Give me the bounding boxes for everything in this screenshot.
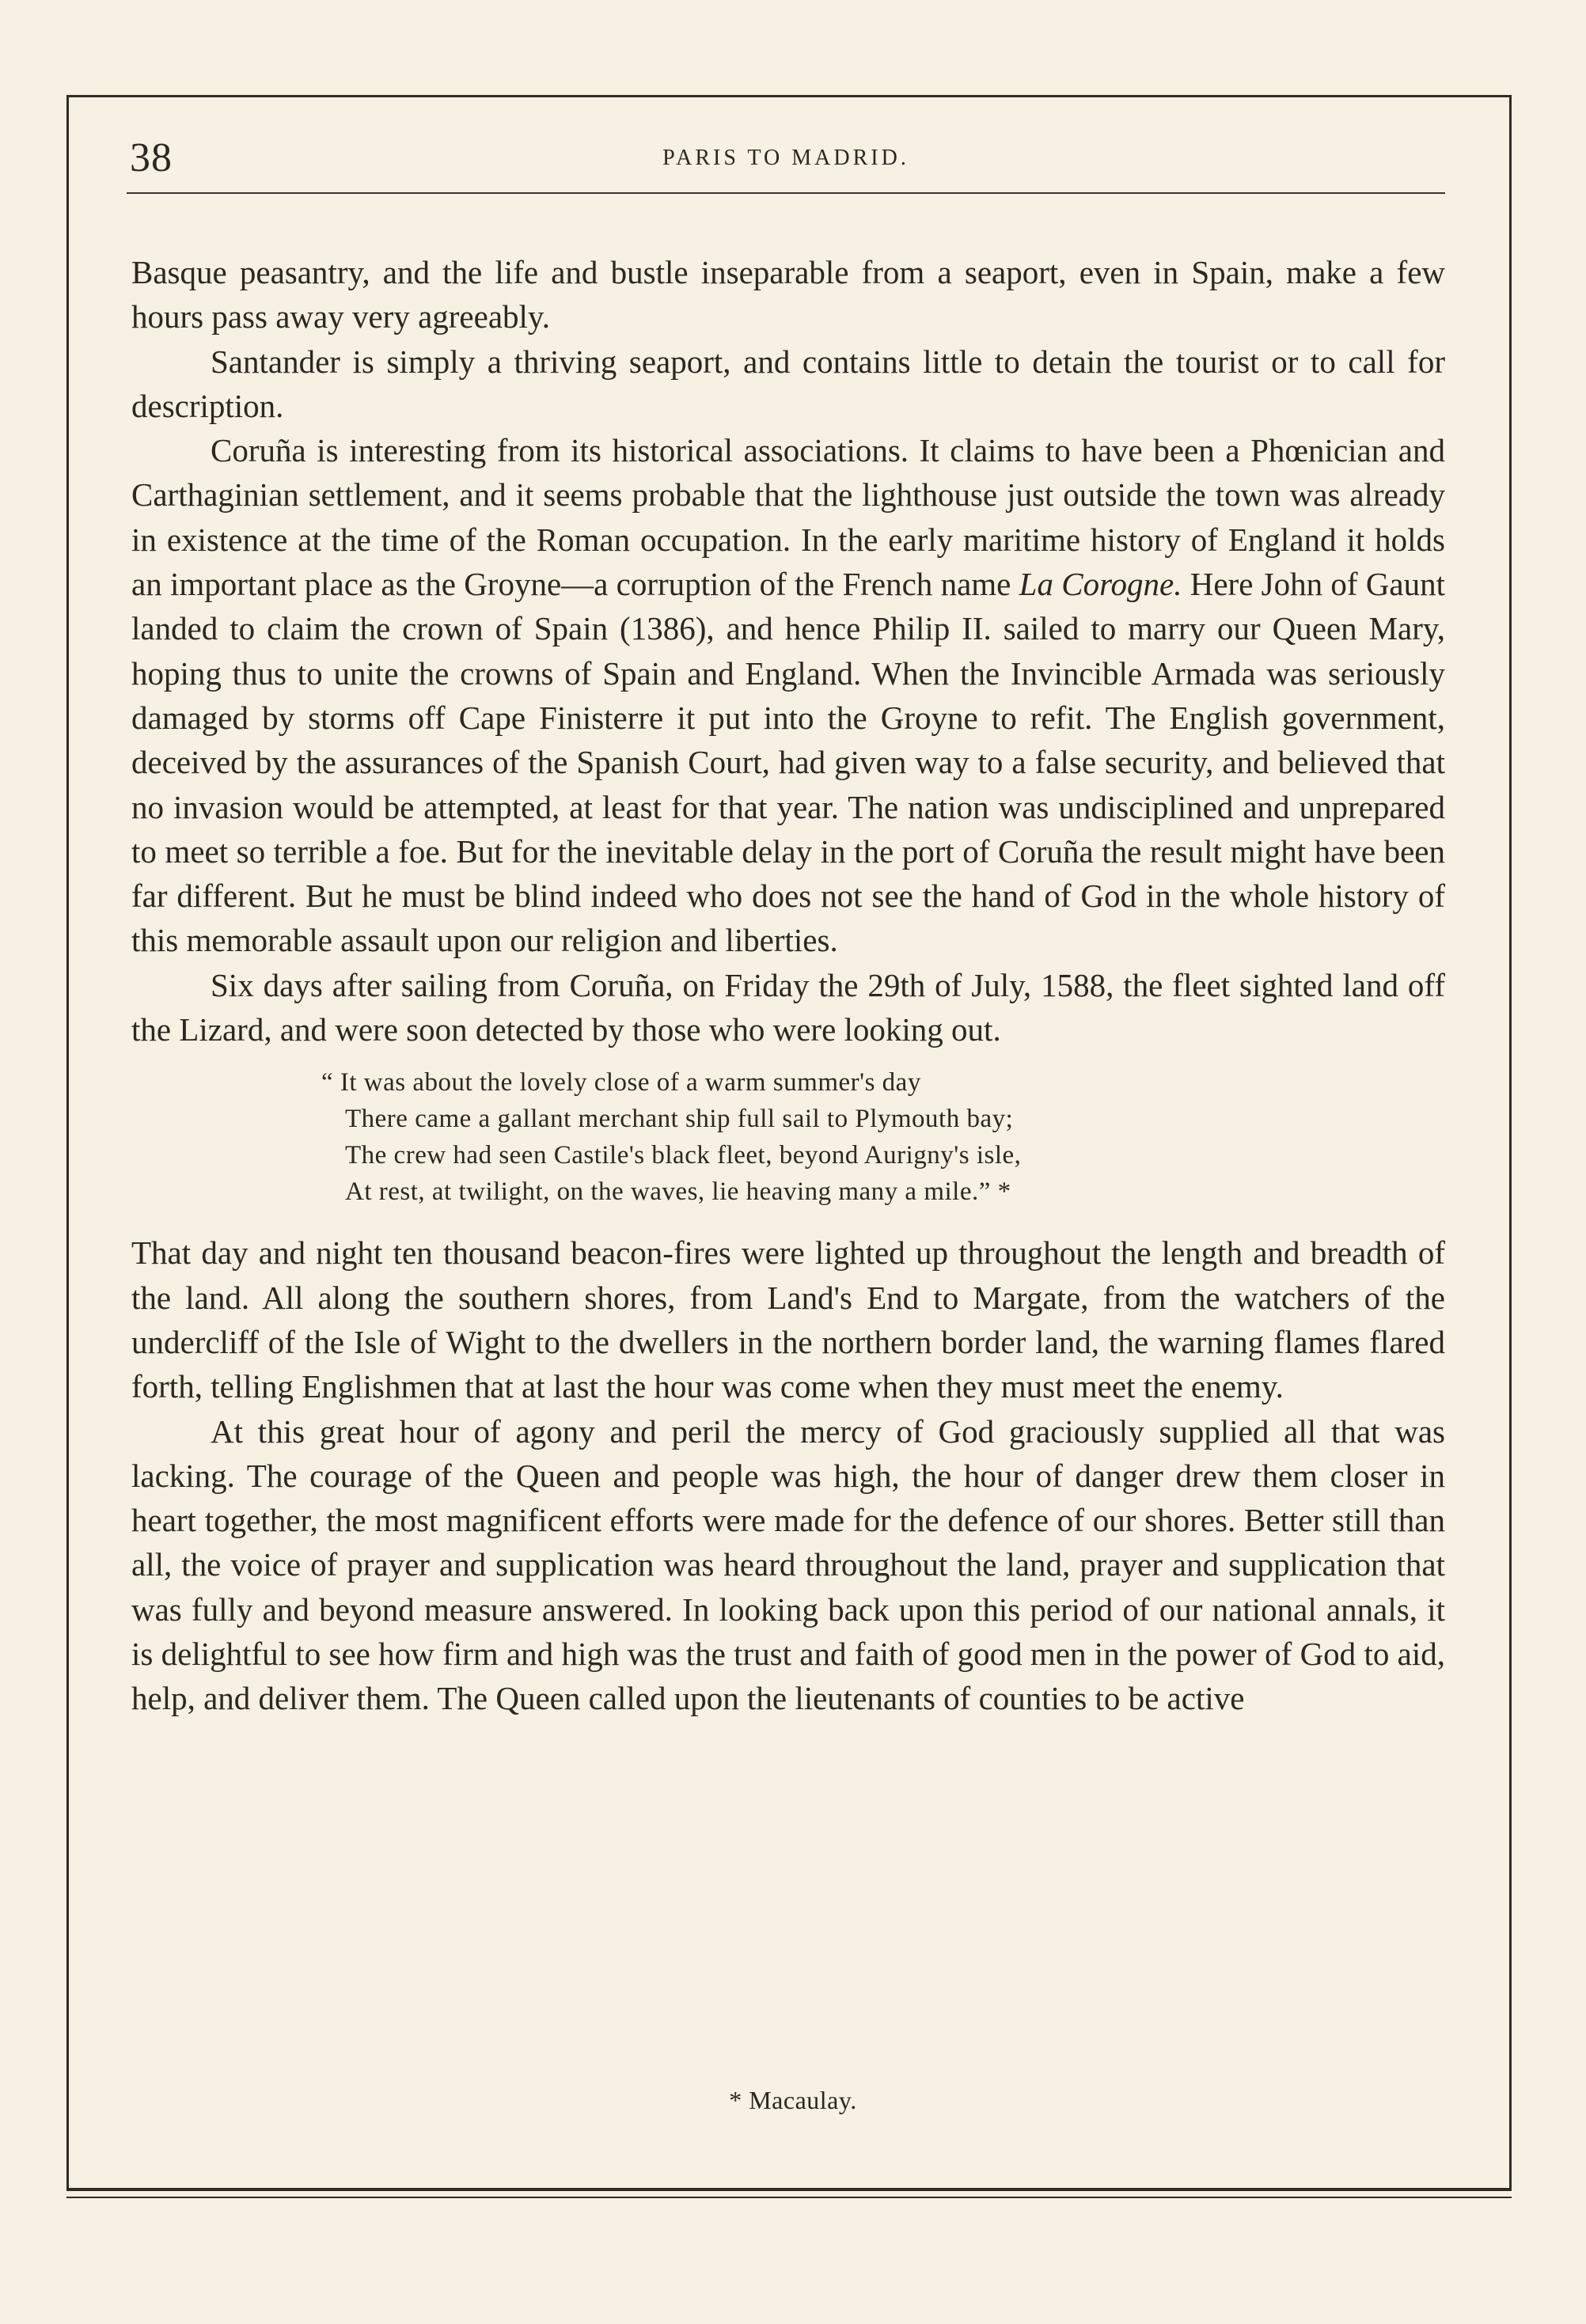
poem-quotation: [321, 1064, 1445, 1210]
poem-line: “ It was about the lovely close of a warm summer's day: [321, 1068, 921, 1098]
header-rule: [127, 192, 1445, 194]
page-header: [127, 135, 1445, 190]
page-border-bottom-inner: [66, 2197, 1512, 2198]
paragraph-text: Coruña is interesting from its historical associations. It claims to have been a Phœnician and Carthaginian settlement, and it seems probable that the lighthouse just outside the town was already in existence at the time of the Roman occupation. In the early maritime history of England it holds an important place as the Groyne—a corruption of the French name: [131, 432, 1445, 603]
page-number: 38: [130, 135, 173, 180]
footnote: * Macaulay.: [729, 2086, 857, 2114]
paragraph: Six days after sailing from Coruña, on Friday the 29th of July, 1588, the fleet sighted land off the Lizard, and were soon detected by those who were looking out.: [131, 966, 1445, 1048]
paragraph: At this great hour of agony and peril the mercy of God graciously supplied all that was lacking. The courage of the Queen and people was high, the hour of danger drew them closer in heart together, the most magnificent efforts were made for the defence of our shores. Better still than all, the voice of prayer and supplication was heard throughout the land, prayer and supplication that was fully and beyond measure answered. In looking back upon this period of our national annals, it is delightful to see how firm and high was the trust and faith of good men in the power of God to aid, help, and deliver them. The Queen called upon the lieutenants of counties to be active: [131, 1412, 1445, 1717]
italic-phrase: La Corogne.: [1019, 566, 1182, 603]
page-border-bottom: [66, 2188, 1512, 2191]
poem-line: At rest, at twilight, on the waves, lie heaving many a mile.” *: [345, 1177, 1011, 1207]
running-head: PARIS TO MADRID.: [662, 146, 909, 170]
paragraph: That day and night ten thousand beacon-fires were lighted up throughout the length and breadth of the land. All along the southern shores, from Land's End to Margate, from the watchers of the undercliff of the Isle of Wight to the dwellers in the northern border land, the warning flames flared forth, telling Englishmen that at last the hour was come when they must meet the enemy.: [131, 1234, 1445, 1405]
poem-line: There came a gallant merchant ship full sail to Plymouth bay;: [345, 1105, 1014, 1134]
paragraph: Santander is simply a thriving seaport, and contains little to detain the tourist or to call for description.: [131, 343, 1445, 424]
paragraph: Basque peasantry, and the life and bustle inseparable from a seaport, even in Spain, make a few hours pass away very agreeably.: [131, 254, 1445, 336]
body-text: [131, 250, 1445, 1721]
paragraph: [131, 428, 1445, 963]
poem-line: The crew had seen Castile's black fleet, beyond Aurigny's isle,: [345, 1141, 1022, 1170]
paragraph-text: Here John of Gaunt landed to claim the crown of Spain (1386), and hence Philip II. sailed to marry our Queen Mary, hoping thus to unite the crowns of Spain and England. When the Invincible Armada was seriously damaged by storms off Cape Finisterre it put into the Groyne to refit. The English government, deceived by the assurances of the Spanish Court, had given way to a false security, and believed that no invasion would be attempted, at least for that year. The nation was undisciplined and unprepared to meet so terrible a foe. But for the inevitable delay in the port of Coruña the result might have been far different. But he must be blind indeed who does not see the hand of God in the whole history of this memorable assault upon our religion and liberties.: [131, 566, 1446, 959]
